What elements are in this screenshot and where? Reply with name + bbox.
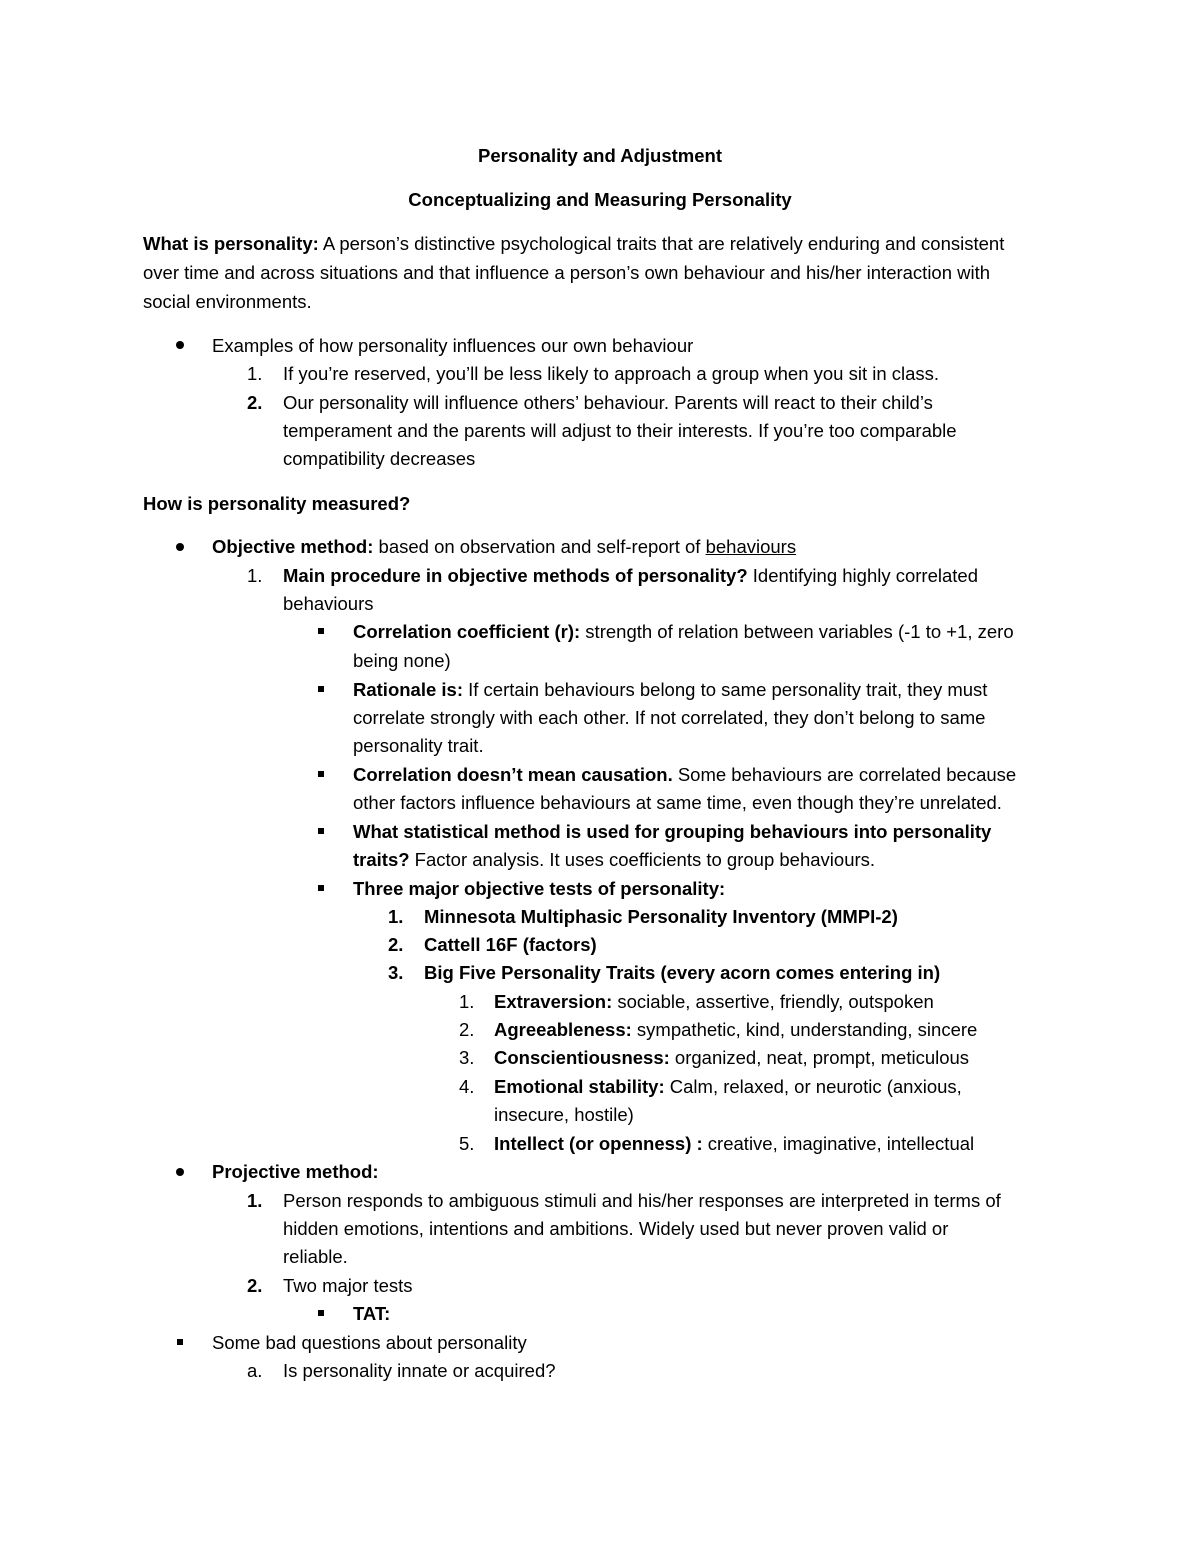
- definition-line-1: What is personality: A person’s distinctive psychological traits that are relatively enduring and consistent: [143, 233, 1005, 254]
- list-number: 4.: [459, 1076, 475, 1097]
- bad-question-a: Is personality innate or acquired?: [283, 1360, 556, 1381]
- list-number: 1.: [459, 991, 475, 1012]
- objective-method: Objective method: based on observation and self-report of behaviours: [212, 536, 797, 557]
- correlation-coefficient-line-2: being none): [353, 650, 451, 671]
- list-number: 5.: [459, 1133, 475, 1154]
- projective-item-1-line-2: hidden emotions, intentions and ambitions. Widely used but never proven valid or: [283, 1218, 949, 1239]
- document-subtitle: Conceptualizing and Measuring Personality: [408, 189, 792, 210]
- test-mmpi: Minnesota Multiphasic Personality Inventory (MMPI-2): [424, 906, 898, 927]
- trait-intellect: Intellect (or openness) : creative, imaginative, intellectual: [494, 1133, 975, 1154]
- rationale-line-3: personality trait.: [353, 735, 484, 756]
- test-cattell: Cattell 16F (factors): [424, 934, 597, 955]
- trait-extraversion: Extraversion: sociable, assertive, friendly, outspoken: [494, 991, 934, 1012]
- statistical-method-line-1: What statistical method is used for grouping behaviours into personality: [353, 821, 992, 842]
- bad-questions-bullet: Some bad questions about personality: [212, 1332, 527, 1353]
- projective-method: Projective method:: [212, 1161, 379, 1182]
- test-big-five: Big Five Personality Traits (every acorn comes entering in): [424, 962, 941, 983]
- test-tat: TAT:: [353, 1303, 391, 1324]
- square-bullet: [318, 885, 324, 891]
- square-bullet: [318, 686, 324, 692]
- list-number: 2.: [388, 934, 404, 955]
- rationale-line-2: correlate strongly with each other. If not correlated, they don’t belong to same: [353, 707, 986, 728]
- projective-item-1-line-3: reliable.: [283, 1246, 348, 1267]
- bullet-dot: [176, 341, 184, 349]
- list-number: 3.: [388, 962, 404, 983]
- trait-emotional-stability-line-1: Emotional stability: Calm, relaxed, or neurotic (anxious,: [494, 1076, 962, 1097]
- list-number: 2.: [247, 1275, 263, 1296]
- definition-line-2: over time and across situations and that influence a person’s own behaviour and his/her interaction with: [143, 262, 991, 283]
- example-item-2-line-3: compatibility decreases: [283, 448, 476, 469]
- statistical-method-line-2: traits? Factor analysis. It uses coefficients to group behaviours.: [353, 849, 876, 870]
- causation-line-2: other factors influence behaviours at same time, even though they’re unrelated.: [353, 792, 1002, 813]
- projective-item-1-line-1: Person responds to ambiguous stimuli and his/her responses are interpreted in terms of: [283, 1190, 1001, 1211]
- causation-line-1: Correlation doesn’t mean causation. Some behaviours are correlated because: [353, 764, 1017, 785]
- section-heading: How is personality measured?: [143, 493, 411, 514]
- examples-bullet: Examples of how personality influences our own behaviour: [212, 335, 694, 356]
- list-letter: a.: [247, 1360, 263, 1381]
- list-number: 2.: [247, 392, 263, 413]
- list-number: 1.: [388, 906, 404, 927]
- square-bullet: [318, 1310, 324, 1316]
- example-item-1: If you’re reserved, you’ll be less likely to approach a group when you sit in class.: [283, 363, 940, 384]
- main-procedure-line-2: behaviours: [283, 593, 374, 614]
- square-bullet: [177, 1339, 183, 1345]
- list-number: 1.: [247, 1190, 263, 1211]
- square-bullet: [318, 828, 324, 834]
- square-bullet: [318, 628, 324, 634]
- bullet-dot: [176, 543, 184, 551]
- list-number: 1.: [247, 565, 263, 586]
- document-title: Personality and Adjustment: [478, 145, 722, 166]
- trait-emotional-stability-line-2: insecure, hostile): [494, 1104, 634, 1125]
- list-number: 1.: [247, 363, 263, 384]
- main-procedure-line-1: Main procedure in objective methods of personality? Identifying highly correlated: [283, 565, 978, 586]
- three-tests-heading: Three major objective tests of personality:: [353, 878, 726, 899]
- rationale-line-1: Rationale is: If certain behaviours belong to same personality trait, they must: [353, 679, 988, 700]
- bullet-dot: [176, 1168, 184, 1176]
- square-bullet: [318, 771, 324, 777]
- trait-conscientiousness: Conscientiousness: organized, neat, prompt, meticulous: [494, 1047, 970, 1068]
- example-item-2-line-2: temperament and the parents will adjust to their interests. If you’re too comparable: [283, 420, 957, 441]
- projective-item-2: Two major tests: [283, 1275, 413, 1296]
- list-number: 2.: [459, 1019, 475, 1040]
- list-number: 3.: [459, 1047, 475, 1068]
- trait-agreeableness: Agreeableness: sympathetic, kind, understanding, sincere: [494, 1019, 978, 1040]
- correlation-coefficient-line-1: Correlation coefficient (r): strength of relation between variables (-1 to +1, zero: [353, 621, 1014, 642]
- definition-line-3: social environments.: [143, 291, 312, 312]
- example-item-2-line-1: Our personality will influence others’ behaviour. Parents will react to their child’s: [283, 392, 933, 413]
